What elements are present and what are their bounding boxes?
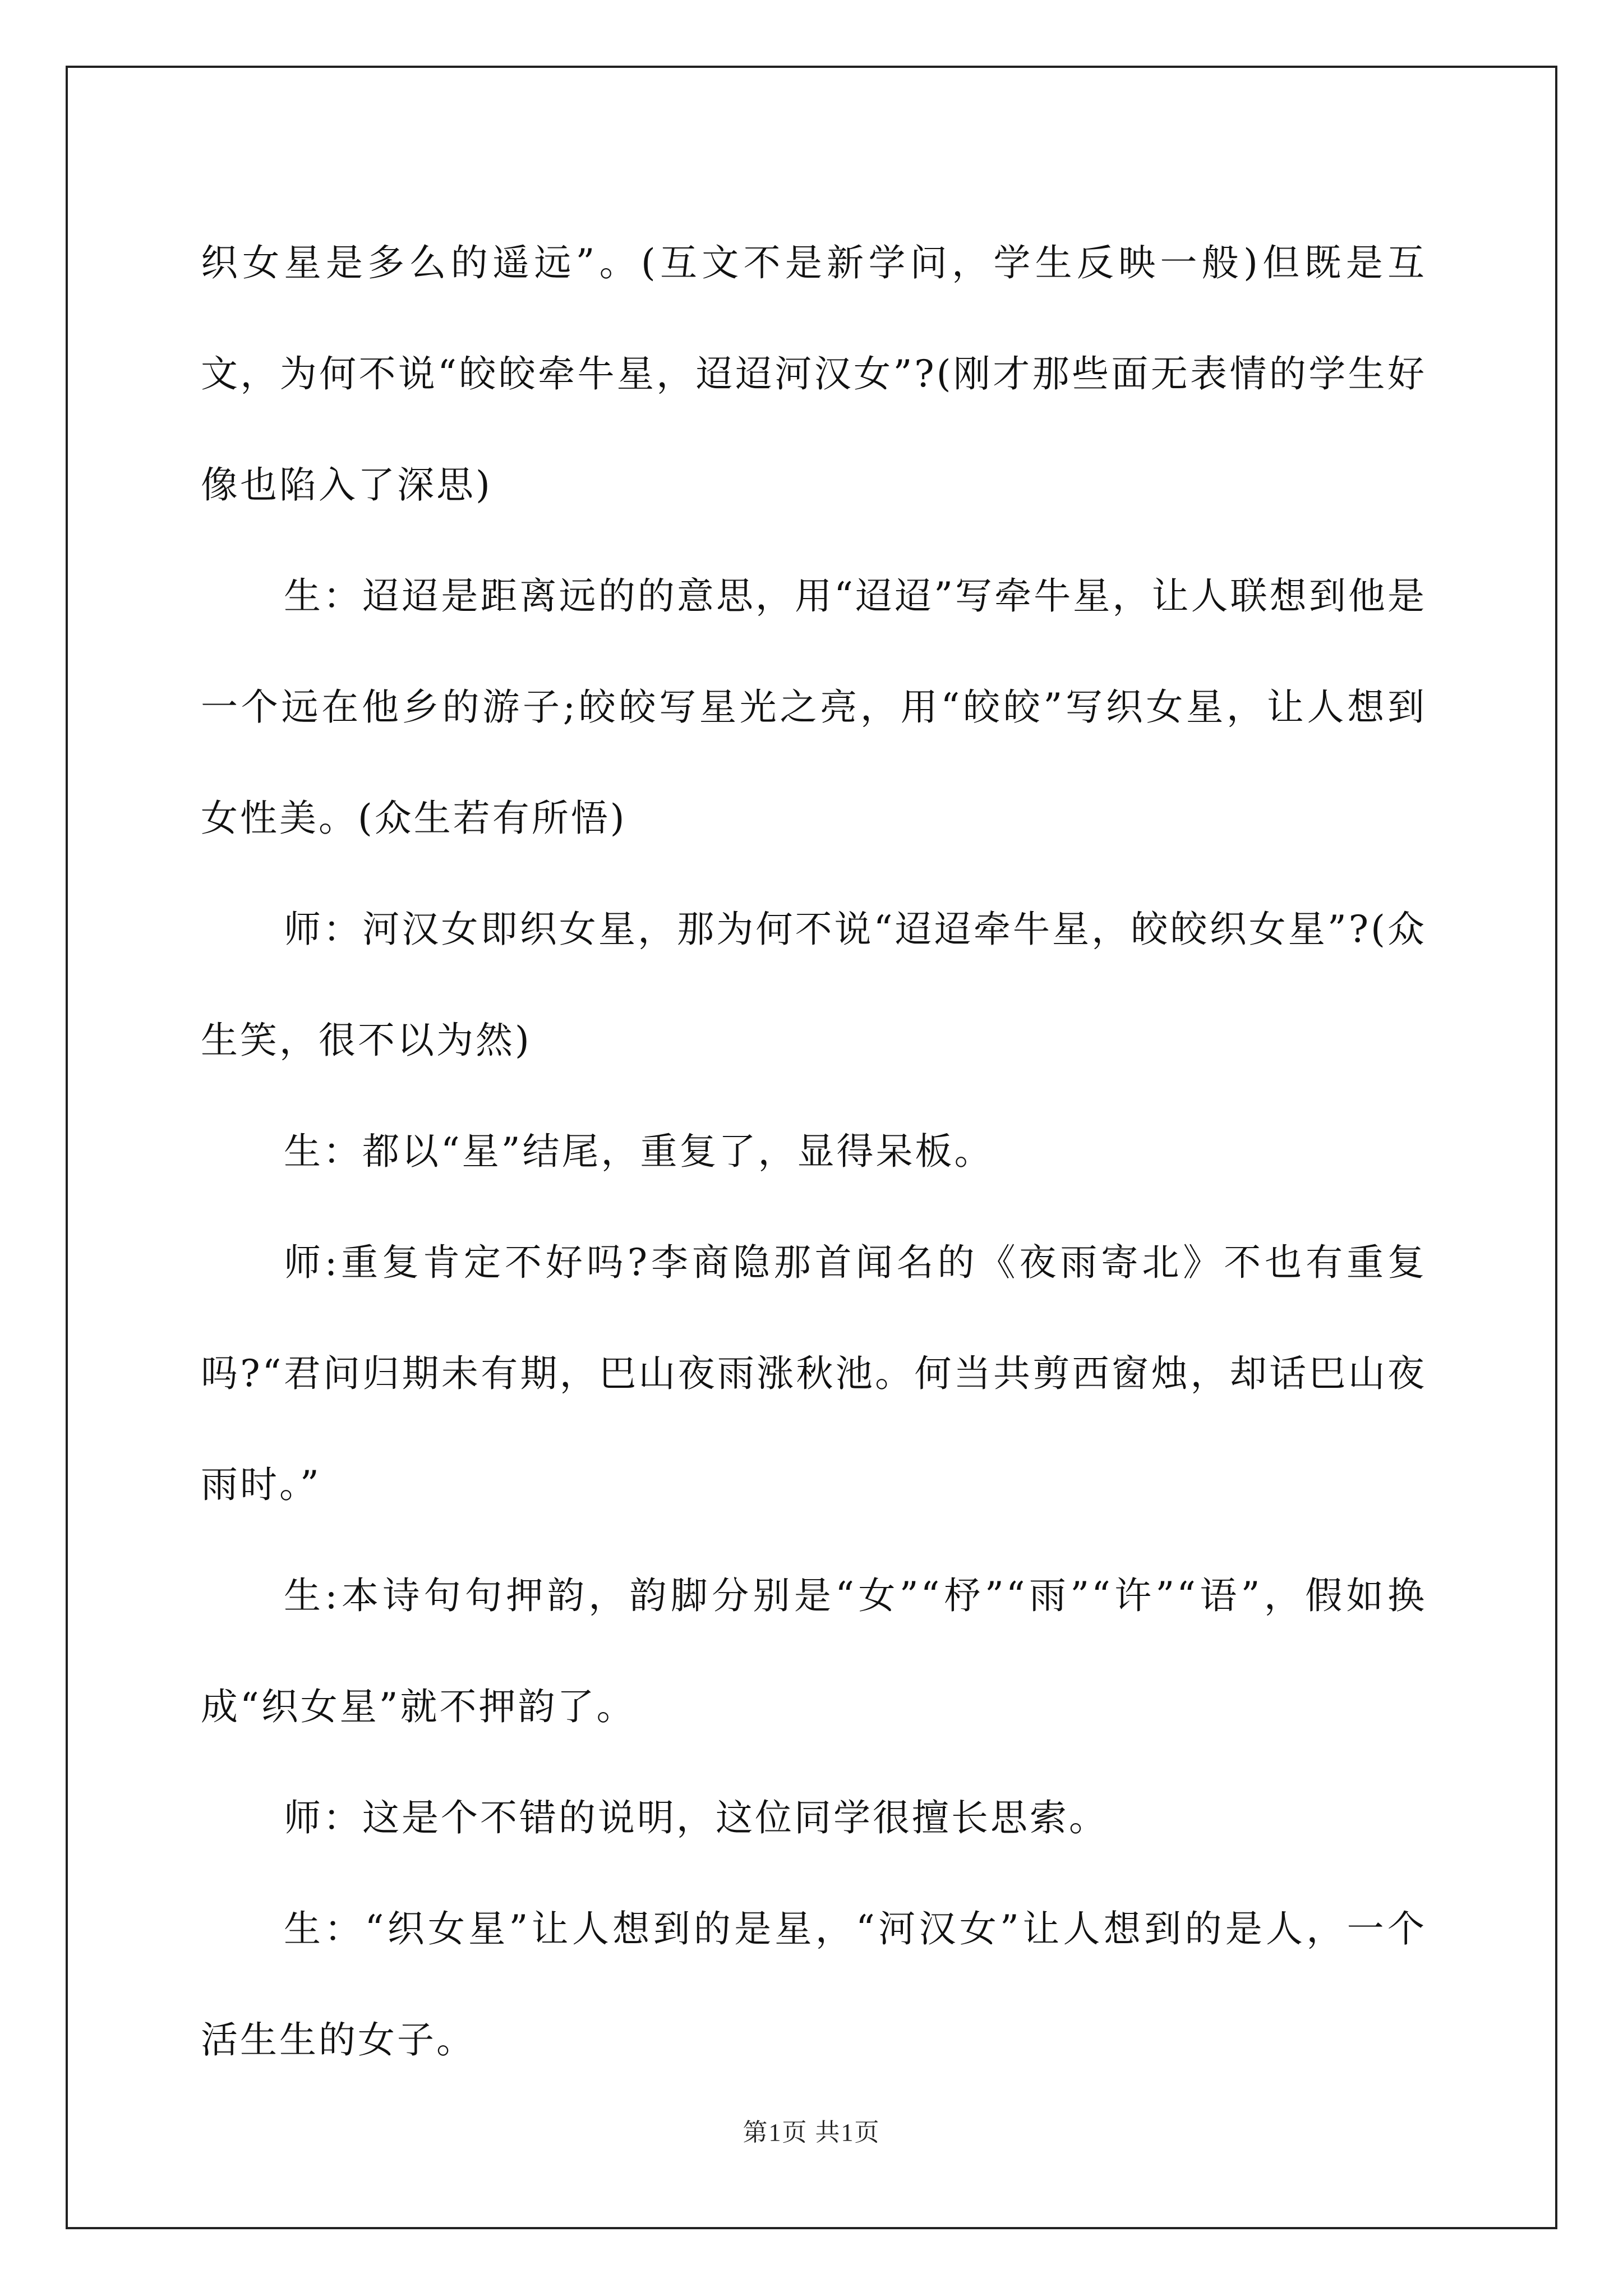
paragraph-2: 生：迢迢是距离远的的意思，用“迢迢”写牵牛星，让人联想到他是一个远在他乡的游子;皎皎写星光之亮，用“皎皎”写织女星，让人想到女性美。(众生若有所悟) (201, 574, 1427, 840)
paragraph-1: 织女星是多么的遥远”。(互文不是新学问，学生反映一般)但既是互文，为何不说“皎皎牵牛星，迢迢河汉女”?(刚才那些面无表情的学生好像也陷入了深思) (201, 241, 1427, 507)
paragraph-5: 师:重复肯定不好吗?李商隐那首闻名的《夜雨寄北》不也有重复吗?“君问归期未有期，巴山夜雨涨秋池。何当共剪西窗烛，却话巴山夜雨时。” (201, 1241, 1427, 1506)
paragraph-4: 生：都以“星”结尾，重复了，显得呆板。 (284, 1130, 994, 1173)
paragraph-8: 生：“织女星”让人想到的是星，“河汉女”让人想到的是人，一个活生生的女子。 (201, 1907, 1427, 2062)
document-body (201, 208, 1427, 2096)
paragraph-7: 师：这是个不错的说明，这位同学很擅长思索。 (284, 1796, 1108, 1839)
page-number-footer: 第1页 共1页 (743, 2119, 880, 2146)
paragraph-3: 师：河汉女即织女星，那为何不说“迢迢牵牛星，皎皎织女星”?(众生笑，很不以为然) (201, 908, 1427, 1062)
paragraph-6: 生:本诗句句押韵，韵脚分别是“女”“杼”“雨”“许”“语”，假如换成“织女星”就不押韵了。 (201, 1574, 1427, 1728)
